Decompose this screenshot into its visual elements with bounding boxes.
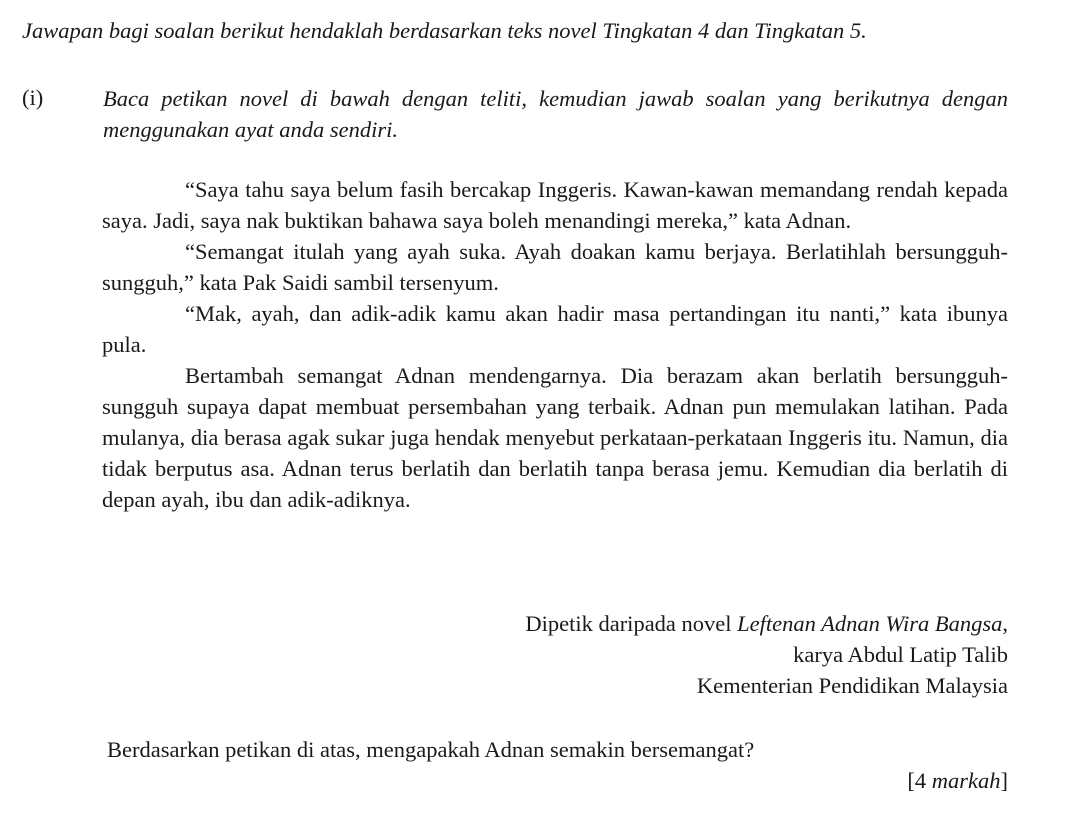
novel-title: Leftenan Adnan Wira Bangsa: [737, 611, 1003, 636]
source-prefix: Dipetik daripada novel: [525, 611, 738, 636]
title-suffix: ,: [1002, 611, 1008, 636]
source-line-publisher: Kementerian Pendidikan Malaysia: [696, 673, 1008, 698]
source-line-novel: [308, 608, 1008, 639]
question-text: Berdasarkan petikan di atas, mengapakah Adnan semakin bersemangat?: [107, 737, 755, 762]
marks-close: ]: [1000, 768, 1008, 793]
excerpt-paragraph: “Mak, ayah, dan adik-adik kamu akan hadir masa pertandingan itu nanti,” kata ibunya pula.: [102, 301, 1008, 357]
excerpt-paragraph: “Semangat itulah yang ayah suka. Ayah doakan kamu berjaya. Berlatihlah bersungguh-sungguh,” kata Pak Saidi sambil tersenyum.: [102, 239, 1008, 295]
excerpt-paragraph: Bertambah semangat Adnan mendengarnya. Dia berazam akan berlatih bersungguh-sungguh supaya dapat membuat persembahan yang terbaik. Adnan pun memulakan latihan. Pada mulanya, dia berasa agak sukar juga hendak menyebut perkataan-perkataan Inggeris itu. Namun, dia tidak berputus asa. Adnan terus berlatih dan berlatih tanpa berasa jemu. Kemudian dia berlatih di depan ayah, ibu dan adik-adiknya.: [102, 363, 1008, 512]
question-number: (i): [22, 85, 44, 110]
excerpt-source: [308, 608, 1008, 701]
source-line-author: karya Abdul Latip Talib: [793, 642, 1008, 667]
novel-excerpt: [102, 174, 1008, 515]
question-instruction: Baca petikan novel di bawah dengan teliti, kemudian jawab soalan yang berikutnya dengan menggunakan ayat anda sendiri.: [103, 86, 1008, 142]
marks-open: [4: [907, 768, 932, 793]
marks-label: markah: [931, 768, 1001, 793]
section-instruction: Jawapan bagi soalan berikut hendaklah berdasarkan teks novel Tingkatan 4 dan Tingkatan 5.: [22, 18, 867, 43]
excerpt-paragraph: “Saya tahu saya belum fasih bercakap Inggeris. Kawan-kawan memandang rendah kepada saya. Jadi, saya nak buktikan bahawa saya boleh menandingi mereka,” kata Adnan.: [102, 177, 1008, 233]
marks-allocation: [907, 766, 1008, 796]
